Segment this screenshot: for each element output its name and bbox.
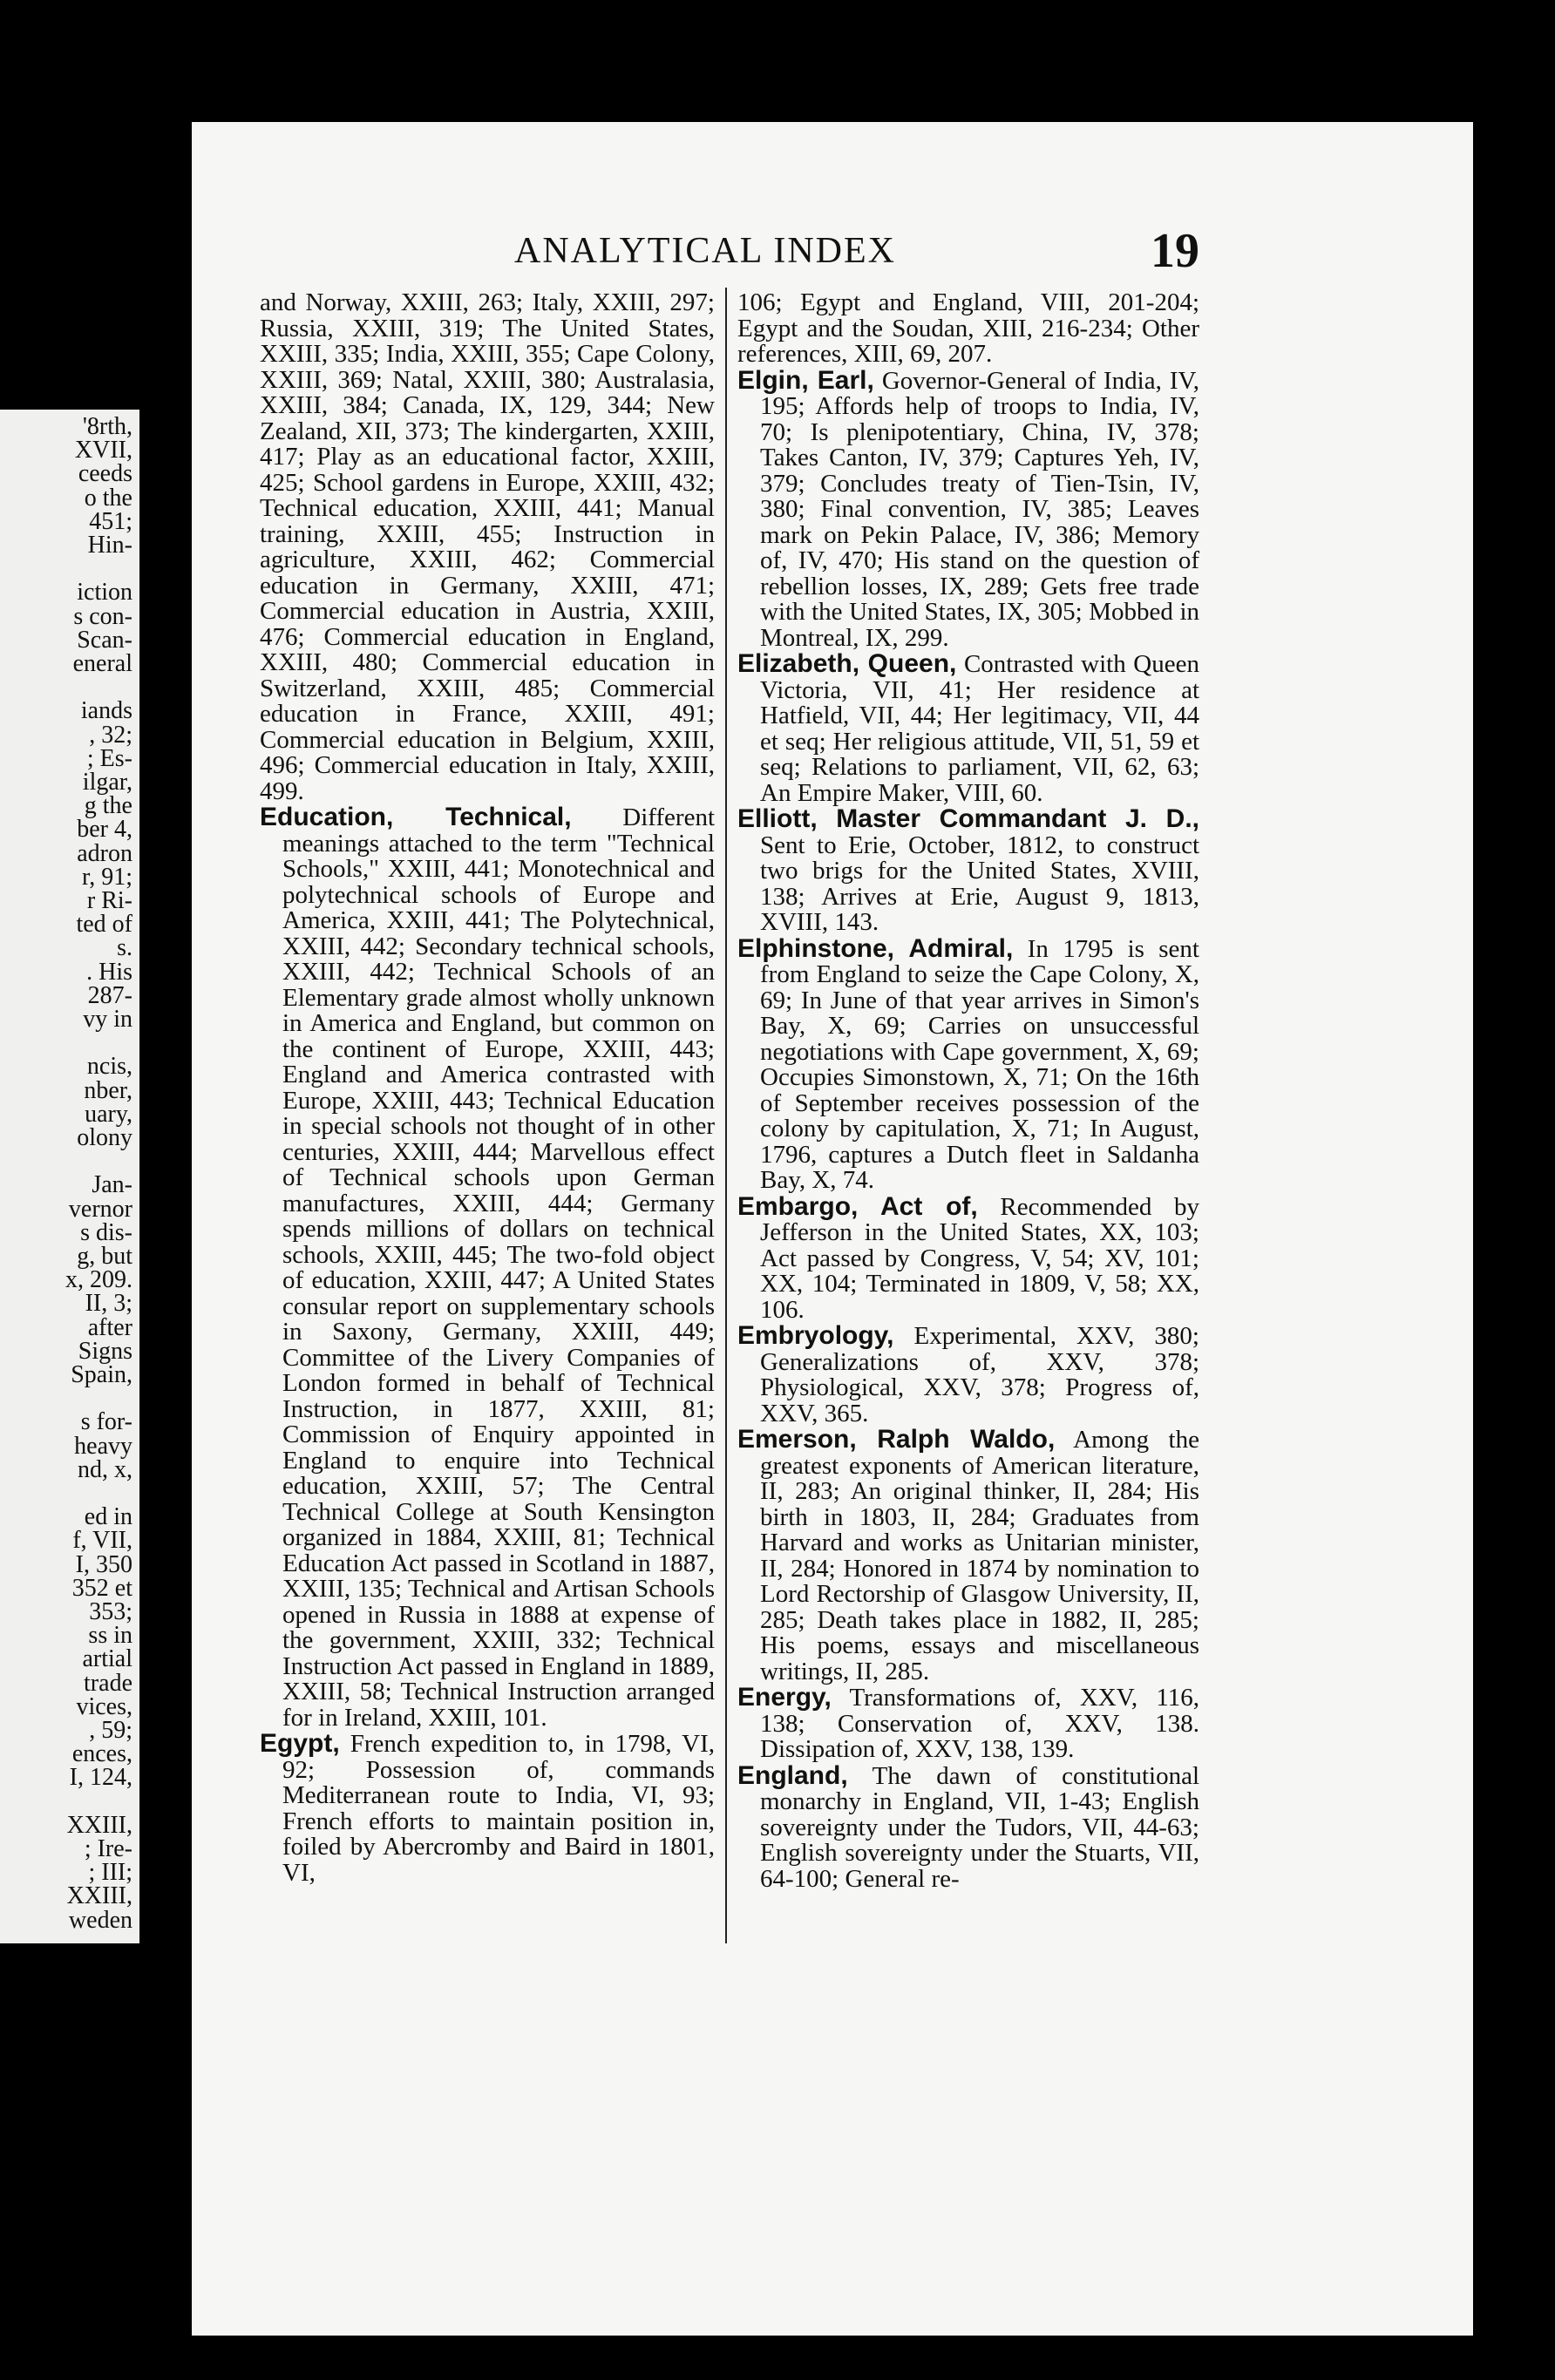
index-entry — [737, 933, 1199, 1194]
index-entry — [737, 1685, 1199, 1763]
previous-page-line: Spain, — [71, 1361, 132, 1388]
entry-text: Transformations of, XXV, 116, 138; Conservation of, XXV, 138. Dissipation of, XXV, 138, 139. — [760, 1684, 1199, 1763]
previous-page-line: artial — [82, 1645, 132, 1673]
previous-page-line: s. — [117, 934, 132, 962]
index-entry — [737, 651, 1199, 806]
previous-page-line: XXIII, — [66, 1811, 132, 1839]
previous-page-line: ; III; — [88, 1859, 132, 1887]
previous-page-line: iction — [77, 579, 132, 607]
previous-page-line: . His — [86, 958, 132, 986]
entry-term: Elgin, Earl, — [737, 365, 874, 395]
entry-term: England, — [737, 1760, 848, 1790]
previous-page-line: , 59; — [89, 1717, 132, 1744]
entry-term: Egypt, — [260, 1729, 340, 1758]
previous-page-line: eneral — [72, 650, 132, 677]
previous-page-line: r, 91; — [82, 863, 132, 891]
previous-page-line: s con- — [73, 602, 132, 630]
previous-page-line: uary, — [85, 1100, 132, 1128]
previous-page-line: iands — [80, 697, 132, 725]
entry-text: Governor-General of India, IV, 195; Affords help of troops to India, IV, 70; Is plenipotentiary, China, IV, 378; Takes Canton, IV, 379; Captures Yeh, IV, 379; Concludes treaty of Tien-Tsin, IV, 380; Final convention, IV, 385; Leaves mark on Pekin Palace, IV, 386; Memory of, IV, 470; His stand on the question of rebellion losses, IX, 289; Gets free trade with the United States, IX, 305; Mobbed in Montreal, IX, 299. — [760, 366, 1199, 652]
entry-text: French expedition to, in 1798, VI, 92; Possession of, commands Mediterranean route to India, VI, 93; French efforts to maintain position in, foiled by Abercromby and Baird in 1801, VI, — [282, 1730, 715, 1887]
index-entry — [737, 365, 1199, 652]
previous-page-line: ncis, — [86, 1053, 132, 1081]
previous-page-line: olony — [77, 1124, 132, 1151]
previous-page-line: vy in — [83, 1006, 132, 1033]
previous-page-line: s for- — [80, 1408, 132, 1436]
page-title: ANALYTICAL INDEX — [514, 231, 896, 271]
previous-page-line: g, but — [77, 1243, 132, 1270]
left-column — [260, 289, 715, 1886]
previous-page-line: ilgar, — [82, 769, 132, 796]
previous-page-line: Scan- — [77, 626, 132, 654]
previous-page-line: ber 4, — [77, 816, 132, 844]
previous-page-line: , 32; — [89, 721, 132, 749]
previous-page-line: f, VII, — [72, 1527, 132, 1555]
entry-term: Embryology, — [737, 1321, 894, 1350]
entry-text: The dawn of constitutional monarchy in England, VII, 1-43; English sovereignty under the Tudors, VII, 44-63; English sovereignty under the Stuarts, VII, 64-100; General re- — [760, 1761, 1199, 1893]
index-entry — [737, 1191, 1199, 1324]
entry-term: Embargo, Act of, — [737, 1191, 978, 1221]
previous-page-strip — [0, 410, 139, 1943]
index-entry — [737, 1760, 1199, 1893]
entry-term: Energy, — [737, 1683, 832, 1712]
previous-page-line: after — [87, 1313, 132, 1341]
previous-page-line: ; Es- — [86, 744, 132, 772]
previous-page-line: 353; — [89, 1598, 132, 1625]
entry-text: Sent to Erie, October, 1812, to construct two brigs for the United States, XVIII, 138; Arrives at Erie, August 9, 1813, XVIII, 143. — [760, 831, 1199, 936]
previous-page-line: g the — [84, 792, 132, 820]
entry-term: Elphinstone, Admiral, — [737, 933, 1014, 963]
index-entry — [737, 1323, 1199, 1427]
index-entry — [260, 1731, 715, 1886]
previous-page-line: XXIII, — [66, 1882, 132, 1910]
previous-page-line: 287- — [87, 981, 132, 1009]
entry-text: Contrasted with Queen Victoria, VII, 41; Her residence at Hatfield, VII, 44; Her legitimacy, VII, 44 et seq; Her religious attitude, VII, 51, 59 et seq; Relations to parliament, VII, 62, 63; An Empire Maker, VIII, 60. — [760, 650, 1199, 807]
previous-page-line: ted of — [76, 911, 132, 939]
previous-page-line: vices, — [76, 1692, 132, 1720]
column-divider — [725, 288, 727, 1943]
previous-page-line: r Ri- — [86, 887, 132, 914]
index-entry — [260, 289, 715, 804]
previous-page-line: Signs — [78, 1337, 132, 1365]
previous-page-line: '8rth, — [82, 413, 132, 440]
previous-page-line: trade — [84, 1669, 132, 1697]
previous-page-line: I, 350 — [75, 1550, 132, 1578]
entry-text: In 1795 is sent from England to seize the Cape Colony, X, 69; In June of that year arrives in Simon's Bay, X, 69; Carries on unsuccessful negotiations with Cape government, X, 69; Occupies Simonstown, X, 71; On the 16th of September receives possession of the colony by capitulation, X, 71; In August, 1796, captures a Dutch fleet in Saldanha Bay, X, 74. — [760, 934, 1199, 1194]
index-entry — [737, 1427, 1199, 1685]
entry-term: Elliott, Master Commandant J. D., — [737, 804, 1199, 833]
previous-page-line: I, 124, — [69, 1764, 132, 1792]
previous-page-line: adron — [77, 839, 132, 867]
previous-page-line: ences, — [71, 1740, 132, 1768]
previous-page-line: s dis- — [80, 1218, 132, 1246]
entry-text: Recommended by Jefferson in the United States, XX, 103; Act passed by Congress, V, 54; XV, 101; XX, 104; Terminated in 1809, V, 58; XX, 106. — [760, 1192, 1199, 1324]
previous-page-line: nber, — [84, 1076, 132, 1104]
previous-page-line: o the — [84, 484, 132, 512]
index-entry — [260, 804, 715, 1731]
previous-page-line: weden — [68, 1906, 132, 1934]
previous-page-line: ed in — [84, 1503, 132, 1531]
index-entry — [737, 289, 1199, 368]
previous-page-line: ; Ire- — [84, 1835, 132, 1862]
previous-page-line: x, 209. — [65, 1266, 132, 1294]
previous-page-line: 352 et — [71, 1574, 132, 1602]
entry-text: Different meanings attached to the term "Technical Schools," XXIII, 441; Monotechnical and polytechnical schools of Europe and America, XXIII, 441; The Polytechnical, XXIII, 442; Secondary technical schools, XXIII, 442; Technical Schools of an Elementary grade almost wholly unknown in America and England, but common on the continent of Europe, XXIII, 443; England and America contrasted with Europe, XXIII, 443; Technical Education in special schools not thought of in other centuries, XXIII, 444; Marvellous effect of Technical schools upon German manufactures, XXIII, 444; Germany spends millions of dollars on technical schools, XXIII, 445; The two-fold object of education, XXIII, 447; A United States consular report on supplementary schools in Saxony, Germany, XXIII, 449; Committee of the Livery Companies of London formed in behalf of Technical Instruction, in 1877, XXIII, 81; Commission of Enquiry appointed in England to enquire into Technical education, XXIII, 57; The Central Technical College at South Kensington organized in 1884, XXIII, 81; Technical Education Act passed in Scotland in 1887, XXIII, 135; Technical and Artisan Schools opened in Russia in 1888 at expense of the government, XXIII, 332; Technical Instruction Act passed in England in 1889, XXIII, 58; Technical Instruction arranged for in Ireland, XXIII, 101. — [282, 804, 716, 1732]
previous-page-line: XVII, — [74, 437, 132, 464]
previous-page-line: II, 3; — [85, 1290, 132, 1318]
previous-page-line: ss in — [88, 1622, 132, 1650]
index-entry — [737, 806, 1199, 936]
entry-text: and Norway, XXIII, 263; Italy, XXIII, 297; Russia, XXIII, 319; The United States, XXIII, 335; India, XXIII, 355; Cape Colony, XXIII, 369; Natal, XXIII, 380; Australasia, XXIII, 384; Canada, IX, 129, 344; New Zealand, XII, 373; The kindergarten, XXIII, 417; Play as an educational factor, XXIII, 425; School gardens in Europe, XXIII, 432; Technical education, XXIII, 441; Manual training, XXIII, 455; Instruction in agriculture, XXIII, 462; Commercial education in Germany, XXIII, 471; Commercial education in Austria, XXIII, 476; Commercial education in England, XXIII, 480; Commercial education in Switzerland, XXIII, 485; Commercial education in France, XXIII, 491; Commercial education in Belgium, XXIII, 496; Commercial education in Italy, XXIII, 499. — [260, 288, 715, 805]
previous-page-line: vernor — [68, 1195, 132, 1223]
entry-text: Experimental, XXV, 380; Generalizations of, XXV, 378; Physiological, XXV, 378; Progress of, XXV, 365. — [760, 1322, 1199, 1427]
entry-term: Emerson, Ralph Waldo, — [737, 1425, 1056, 1454]
previous-page-line: ceeds — [78, 460, 132, 488]
entry-term: Elizabeth, Queen, — [737, 649, 957, 678]
previous-page-line: heavy — [74, 1432, 132, 1460]
page-number: 19 — [1151, 224, 1199, 278]
entry-text: Among the greatest exponents of American literature, II, 283; An original thinker, II, 284; His birth in 1803, II, 284; Graduates from Harvard and works as Unitarian minister, II, 284; Honored in 1874 by nomination to Lord Rectorship of Glasgow University, II, 285; Death takes place in 1882, II, 285; His poems, essays and miscellaneous writings, II, 285. — [760, 1426, 1199, 1685]
previous-page-line: Jan- — [92, 1171, 132, 1199]
previous-page-line: 451; — [89, 507, 132, 535]
previous-page-line: nd, x, — [78, 1455, 132, 1483]
right-column — [737, 289, 1199, 1892]
entry-term: Education, Technical, — [260, 803, 572, 831]
previous-page-line: Hin- — [87, 532, 132, 559]
entry-text: 106; Egypt and England, VIII, 201-204; Egypt and the Soudan, XIII, 216-234; Other references, XIII, 69, 207. — [737, 288, 1199, 368]
